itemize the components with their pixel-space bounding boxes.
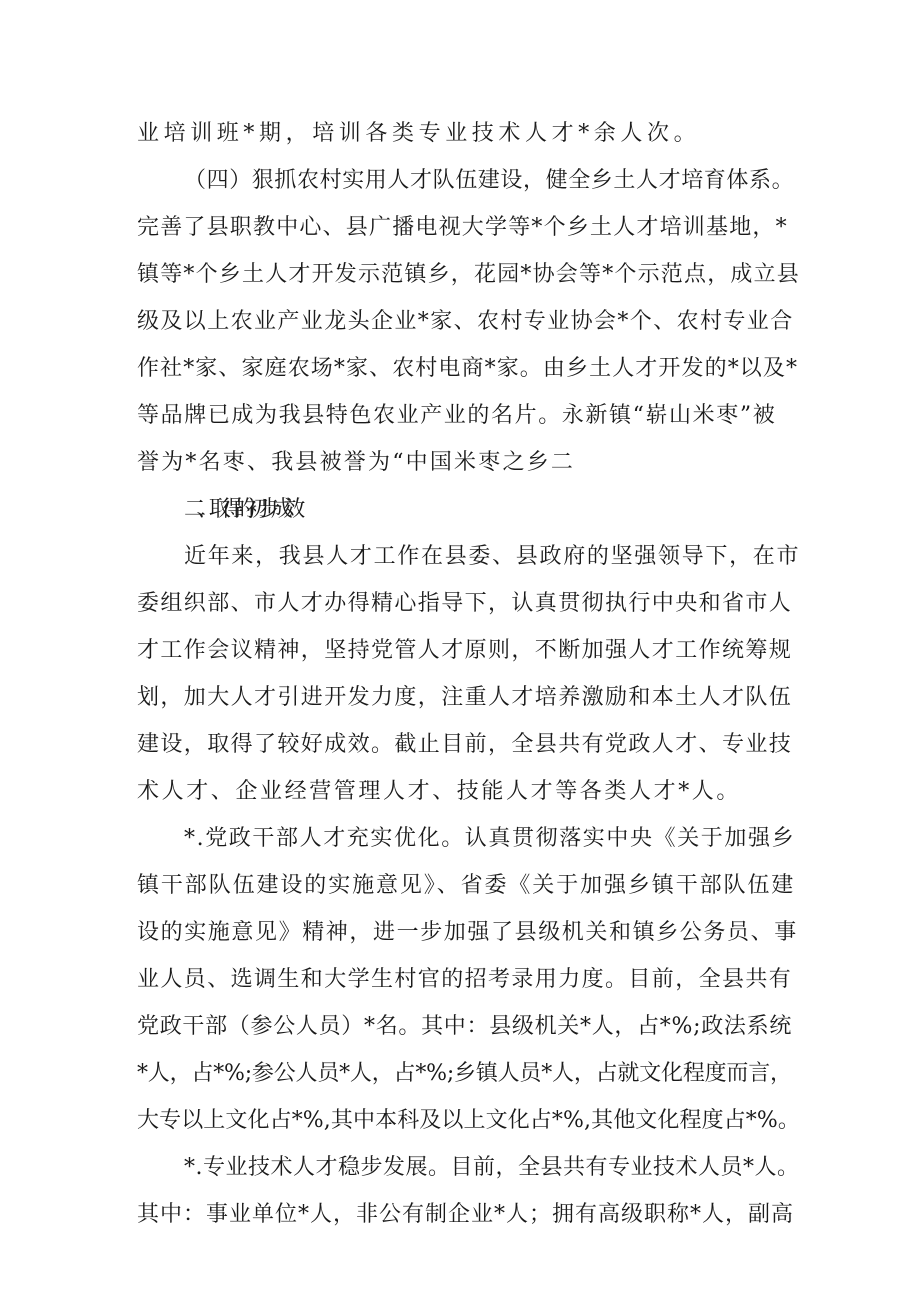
- paragraph-line: 术人才、企业经营管理人才、技能人才等各类人才*人。: [137, 779, 742, 804]
- paragraph-line: 作社*家、家庭农场*家、农村电商*家。由乡土人才开发的*以及*: [137, 356, 799, 381]
- paragraph-line: *人，占*%;参公人员*人，占*%;乡镇人员*人，占就文化程度而言，: [137, 1061, 792, 1086]
- paragraph-line: 誉为*名枣、我县被誉为“中国米枣之乡二: [137, 450, 576, 475]
- paragraph-line: 业培训班*期，培训各类专业技术人才*余人次。: [137, 121, 701, 146]
- paragraph-line: 级及以上农业产业龙头企业*家、农村专业协会*个、农村专业合: [137, 309, 794, 334]
- section-heading: 二、取得的初步成效: [184, 497, 296, 522]
- paragraph-line: *.党政干部人才充实优化。认真贯彻落实中央《关于加强乡: [184, 826, 796, 851]
- paragraph-line: 才工作会议精神，坚持党管人才原则，不断加强人才工作统筹规: [137, 638, 793, 663]
- paragraph-line: 等品牌已成为我县特色农业产业的名片。永新镇“崭山米枣”被: [137, 403, 777, 428]
- paragraph-line: 划，加大人才引进开发力度，注重人才培养激励和本土人才队伍: [137, 685, 793, 710]
- paragraph-line: 委组织部、市人才办得精心指导下，认真贯彻执行中央和省市人: [137, 591, 793, 616]
- paragraph-line: 大专以上文化占*%,其中本科及以上文化占*%,其他文化程度占*%。: [137, 1108, 801, 1133]
- paragraph-line: 近年来，我县人才工作在县委、县政府的坚强领导下，在市: [184, 544, 801, 569]
- paragraph-line: 镇干部队伍建设的实施意见》、省委《关于加强乡镇干部队伍建: [137, 873, 796, 898]
- paragraph-line: 党政干部（参公人员）*名。其中：县级机关*人，占*%;政法系统: [137, 1014, 793, 1039]
- paragraph-line: 建设，取得了较好成效。截止目前，全县共有党政人才、专业技: [137, 732, 793, 757]
- paragraph-line: 完善了县职教中心、县广播电视大学等*个乡土人才培训基地，*: [137, 215, 788, 240]
- paragraph-line: 设的实施意见》精神，进一步加强了县级机关和镇乡公务员、事: [137, 920, 798, 945]
- paragraph-line: 其中：事业单位*人，非公有制企业*人；拥有高级职称*人，副高: [137, 1202, 795, 1227]
- paragraph-line: 业人员、选调生和大学生村官的招考录用力度。目前，全县共有: [137, 967, 793, 992]
- section-heading-line: （四）狠抓农村实用人才队伍建设，健全乡土人才培育体系。: [184, 168, 795, 193]
- paragraph-line: 镇等*个乡土人才开发示范镇乡，花园*协会等*个示范点，成立县: [137, 262, 801, 287]
- paragraph-line: *.专业技术人才稳步发展。目前，全县共有专业技术人员*人。: [184, 1155, 800, 1180]
